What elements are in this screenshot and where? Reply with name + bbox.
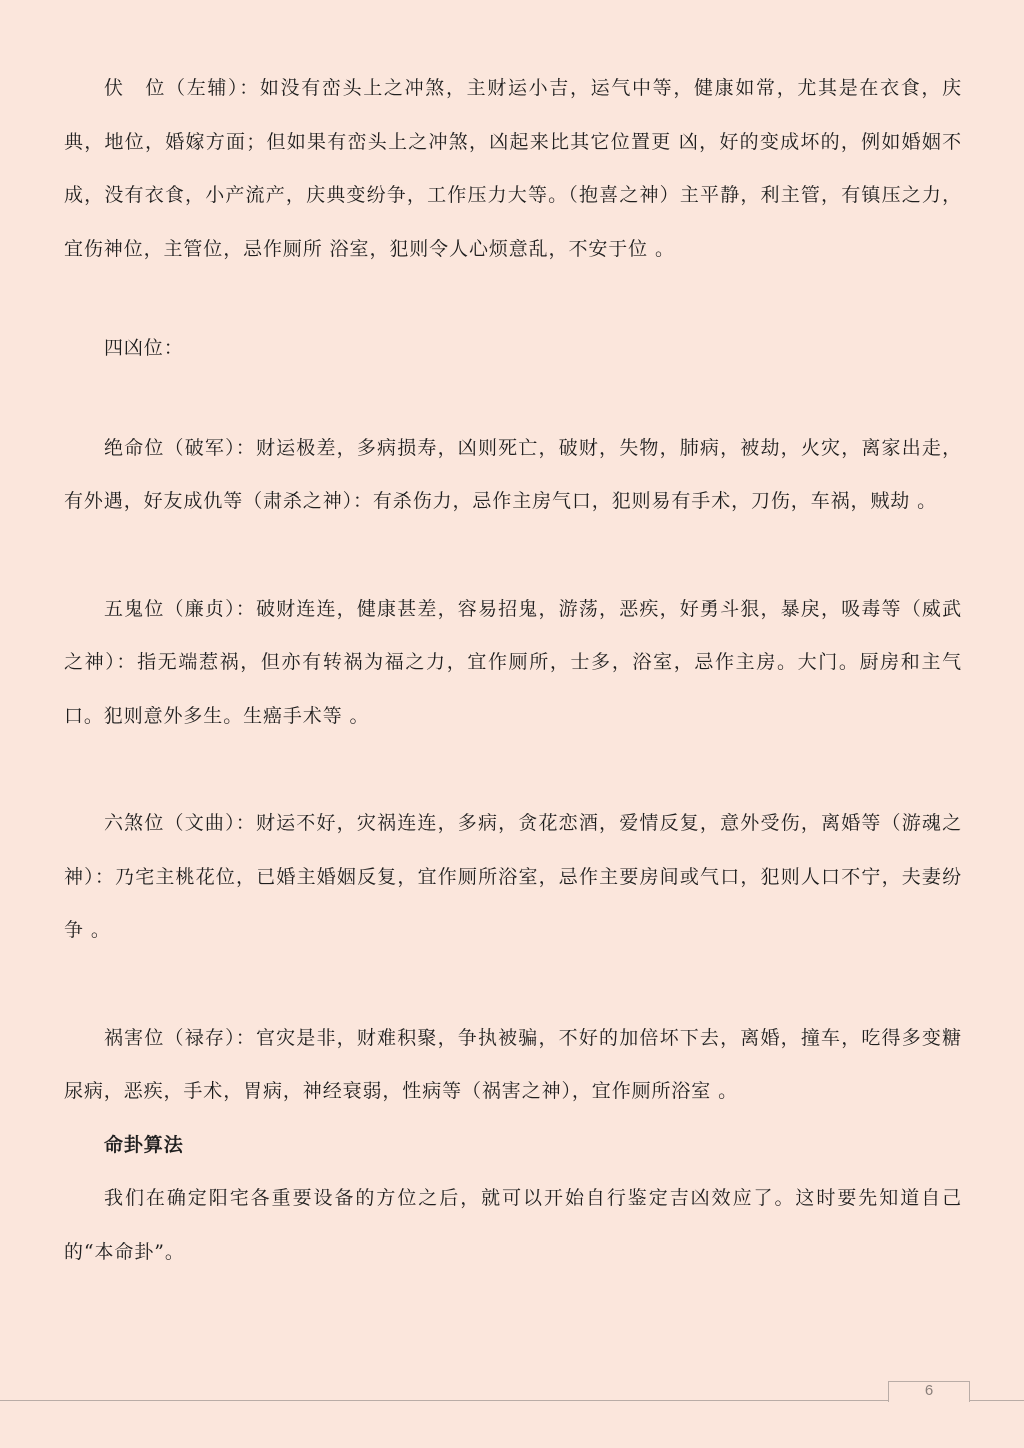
paragraph-minggua-intro: 我们在确定阳宅各重要设备的方位之后，就可以开始自行鉴定吉凶效应了。这时要先知道自己的“本命卦”。 [64, 1187, 962, 1263]
paragraph-fuwei: 伏 位（左辅）：如没有峦头上之冲煞，主财运小吉，运气中等，健康如常，尤其是在衣食，庆典，地位，婚嫁方面；但如果有峦头上之冲煞，凶起来比其它位置更 凶，好的变成坏的，例如婚姻不成，没有衣食，小产流产，庆典变纷争，工作压力大等。（抱喜之神）主平静，利主管，有镇压之力，宜伤神位，主管位，忌作厕所 浴室，犯则令人心烦意乱，不安于位 。 [64, 77, 962, 260]
paragraph-wugui: 五鬼位（廉贞）：破财连连，健康甚差，容易招鬼，游荡，恶疾，好勇斗狠，暴戾，吸毒等（威武之神）：指无端惹祸，但亦有转祸为福之力，宜作厕所，士多，浴室，忌作主房。大门。厨房和主气口。犯则意外多生。生癌手术等 。 [64, 597, 962, 727]
section-heading-minggua: 命卦算法 [104, 1133, 184, 1156]
paragraph-jueming: 绝命位（破军）：财运极差，多病损寿，凶则死亡，破财，失物，肺病，被劫，火灾，离家出走，有外遇，好友成仇等（肃杀之神）：有杀伤力，忌作主房气口，犯则易有手术，刀伤，车祸，贼劫 。 [64, 436, 962, 512]
footer-rule [0, 1400, 1024, 1401]
paragraph-four-inauspicious-heading: 四凶位： [104, 337, 184, 359]
paragraph-huohai: 祸害位（禄存）：官灾是非，财难积聚，争执被骗，不好的加倍坏下去，离婚，撞车，吃得多变糖尿病，恶疾，手术，胃病，神经衰弱，性病等（祸害之神），宜作厕所浴室 。 [64, 1026, 962, 1102]
document-body [64, 62, 962, 1279]
paragraph-liusha: 六煞位（文曲）：财运不好，灾祸连连，多病，贪花恋酒，爱情反复，意外受伤，离婚等（游魂之神）：乃宅主桃花位，已婚主婚姻反复，宜作厕所浴室，忌作主要房间或气口，犯则人口不宁，夫妻纷争 。 [64, 812, 962, 941]
page-number: 6 [924, 1382, 934, 1399]
